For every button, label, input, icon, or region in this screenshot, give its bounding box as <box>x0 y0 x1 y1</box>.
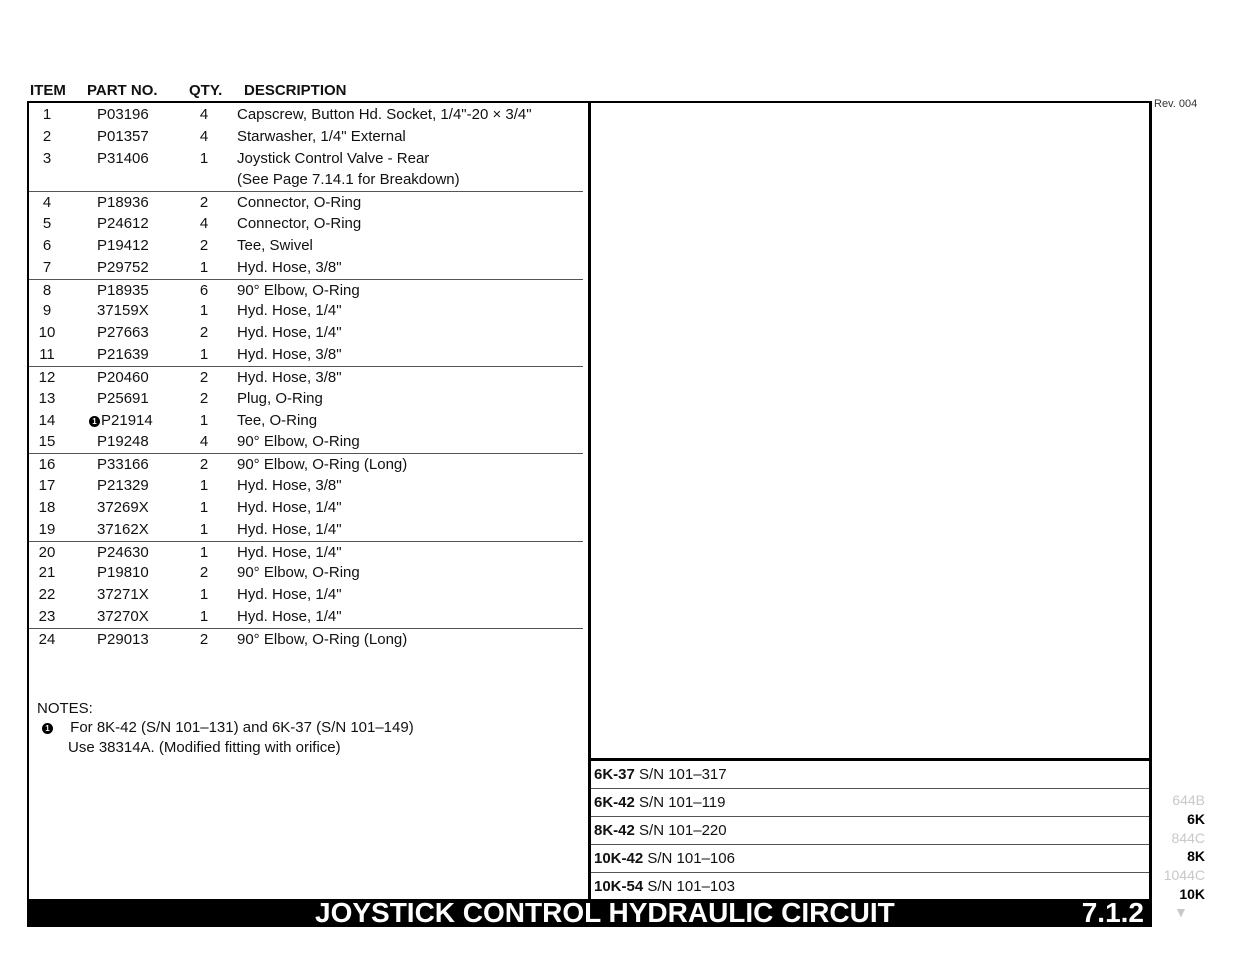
description: Joystick Control Valve - Rear <box>237 149 430 167</box>
parts-row <box>29 191 583 214</box>
part-number-cell <box>97 280 197 302</box>
part-number-cell <box>97 519 197 541</box>
quantity: 2 <box>199 389 209 407</box>
model-tab-10k[interactable]: 10K <box>1179 886 1205 902</box>
header-item: ITEM <box>30 82 66 99</box>
part-number-cell <box>97 367 197 389</box>
item-number: 5 <box>42 215 52 233</box>
item-number: 21 <box>38 564 56 582</box>
quantity: 4 <box>199 127 209 145</box>
part-number: P24630 <box>97 543 149 561</box>
parts-row <box>29 169 583 191</box>
part-number-cell <box>97 497 197 519</box>
revision-label: Rev. 004 <box>1154 98 1198 110</box>
model-tab-8k[interactable]: 8K <box>1187 848 1205 864</box>
part-number-cell <box>97 475 197 497</box>
quantity: 1 <box>199 477 209 495</box>
description: Hyd. Hose, 1/4" <box>237 324 342 342</box>
model-tab-1044c[interactable]: 1044C <box>1163 867 1205 883</box>
quantity: 4 <box>199 106 209 123</box>
part-number-cell <box>97 126 197 148</box>
part-number: P19248 <box>97 433 149 451</box>
quantity: 1 <box>199 258 209 276</box>
part-number-cell <box>97 562 197 584</box>
quantity: 2 <box>199 236 209 254</box>
part-number-cell <box>97 344 197 366</box>
quantity: 2 <box>199 564 209 582</box>
quantity: 1 <box>199 302 209 320</box>
part-number: P25691 <box>97 389 149 407</box>
parts-row <box>29 410 583 432</box>
part-number: P31406 <box>97 149 149 167</box>
model-tab-844c[interactable]: 844C <box>1171 830 1205 846</box>
part-number-cell <box>97 192 197 214</box>
quantity: 2 <box>199 324 209 342</box>
note-marker-icon: 1 <box>89 416 100 427</box>
description: 90° Elbow, O-Ring <box>237 281 360 299</box>
description: Tee, O-Ring <box>237 411 318 429</box>
item-number: 3 <box>42 149 52 167</box>
parts-row <box>29 541 583 564</box>
next-page-arrow-icon[interactable]: ▼ <box>1174 904 1188 920</box>
description: Hyd. Hose, 3/8" <box>237 368 342 386</box>
parts-row <box>29 366 583 389</box>
item-number: 8 <box>42 281 52 299</box>
part-number-cell <box>97 431 197 453</box>
note-1-continuation: Use 38314A. (Modified fitting with orifice) <box>68 739 341 756</box>
description: Hyd. Hose, 1/4" <box>237 302 342 320</box>
item-number: 22 <box>38 586 56 604</box>
part-number: P29752 <box>97 258 149 276</box>
quantity: 1 <box>199 346 209 364</box>
description: Hyd. Hose, 3/8" <box>237 477 342 495</box>
part-number: P19412 <box>97 236 149 254</box>
part-number-cell <box>97 584 197 606</box>
part-number: 37269X <box>97 498 149 516</box>
parts-row <box>29 562 583 584</box>
page-number: 7.1.2 <box>1081 897 1144 928</box>
part-number-cell <box>97 300 197 322</box>
description: Hyd. Hose, 3/8" <box>237 258 342 276</box>
quantity: 2 <box>199 368 209 386</box>
description: Hyd. Hose, 1/4" <box>237 608 342 626</box>
item-number: 23 <box>38 608 56 626</box>
item-number: 17 <box>38 477 56 495</box>
part-number-cell <box>97 235 197 257</box>
part-number: 37271X <box>97 586 149 604</box>
part-number-cell <box>89 410 189 432</box>
footer-bar <box>27 899 1152 927</box>
note-1 <box>42 719 414 736</box>
description: Hyd. Hose, 1/4" <box>237 543 342 561</box>
item-number: 6 <box>42 236 52 254</box>
quantity: 1 <box>199 608 209 626</box>
quantity: 4 <box>199 433 209 451</box>
part-number-cell <box>97 629 197 651</box>
part-number: P19810 <box>97 564 149 582</box>
parts-row <box>29 431 583 453</box>
description: Tee, Swivel <box>237 236 313 254</box>
parts-row <box>29 519 583 541</box>
parts-row <box>29 628 583 651</box>
part-number: 37162X <box>97 520 149 538</box>
parts-row <box>29 104 583 126</box>
parts-row <box>29 453 583 476</box>
item-number: 14 <box>38 411 56 429</box>
item-number: 16 <box>38 456 56 474</box>
quantity: 1 <box>199 411 209 429</box>
part-number-cell <box>97 454 197 476</box>
parts-row <box>29 213 583 235</box>
description: (See Page 7.14.1 for Breakdown) <box>237 171 460 189</box>
description: 90° Elbow, O-Ring <box>237 564 360 582</box>
description: 90° Elbow, O-Ring (Long) <box>237 456 408 474</box>
serial-row: 8K-42 S/N 101–220 <box>591 817 1149 845</box>
description: 90° Elbow, O-Ring <box>237 433 360 451</box>
parts-row <box>29 235 583 257</box>
item-number: 19 <box>38 520 56 538</box>
parts-row <box>29 497 583 519</box>
quantity: 2 <box>199 194 209 212</box>
note-1-text: For 8K-42 (S/N 101–131) and 6K-37 (S/N 101–149) <box>70 719 414 736</box>
item-number: 7 <box>42 258 52 276</box>
part-number: 37270X <box>97 608 149 626</box>
item-number: 13 <box>38 389 56 407</box>
part-number: P18935 <box>97 281 149 299</box>
part-number-cell <box>97 606 197 628</box>
parts-row <box>29 148 583 170</box>
parts-row <box>29 475 583 497</box>
item-number: 4 <box>42 194 52 212</box>
frame-right-border <box>1149 101 1152 900</box>
part-number: P21639 <box>97 346 149 364</box>
description: Capscrew, Button Hd. Socket, 1/4"-20 × 3/4" <box>237 106 532 123</box>
item-number: 10 <box>38 324 56 342</box>
part-number-cell <box>97 213 197 235</box>
parts-row <box>29 388 583 410</box>
quantity: 1 <box>199 543 209 561</box>
part-number-cell <box>97 104 197 126</box>
part-number: P21329 <box>97 477 149 495</box>
parts-row <box>29 279 583 302</box>
model-tab-644b[interactable]: 644B <box>1172 792 1205 808</box>
part-number-cell <box>97 257 197 279</box>
part-number: P27663 <box>97 324 149 342</box>
quantity: 1 <box>199 586 209 604</box>
header-description: DESCRIPTION <box>244 82 347 99</box>
item-number: 12 <box>38 368 56 386</box>
part-number-cell <box>97 322 197 344</box>
part-number: P33166 <box>97 456 149 474</box>
item-number: 9 <box>42 302 52 320</box>
item-number: 11 <box>39 346 55 364</box>
part-number: P18936 <box>97 194 149 212</box>
description: Connector, O-Ring <box>237 194 362 212</box>
description: 90° Elbow, O-Ring (Long) <box>237 630 408 648</box>
parts-row <box>29 606 583 628</box>
part-number: P29013 <box>97 630 149 648</box>
description: Connector, O-Ring <box>237 215 362 233</box>
part-number: 37159X <box>97 302 149 320</box>
description: Starwasher, 1/4" External <box>237 127 406 145</box>
serial-row: 6K-37 S/N 101–317 <box>591 761 1149 789</box>
description: Plug, O-Ring <box>237 389 323 407</box>
description: Hyd. Hose, 3/8" <box>237 346 342 364</box>
header-qty: QTY. <box>189 82 223 99</box>
part-number: P03196 <box>97 106 149 123</box>
page-title: JOYSTICK CONTROL HYDRAULIC CIRCUIT <box>315 897 895 928</box>
parts-row <box>29 257 583 279</box>
parts-row <box>29 300 583 322</box>
parts-row <box>29 344 583 366</box>
notes-title: NOTES: <box>37 700 93 717</box>
description: Hyd. Hose, 1/4" <box>237 498 342 516</box>
serial-row: 6K-42 S/N 101–119 <box>591 789 1149 817</box>
item-number: 1 <box>42 106 52 123</box>
quantity: 1 <box>199 149 209 167</box>
part-number-cell <box>97 148 197 170</box>
description: Hyd. Hose, 1/4" <box>237 586 342 604</box>
item-number: 24 <box>38 630 56 648</box>
header-part-no: PART NO. <box>87 82 158 99</box>
item-number: 15 <box>38 433 56 451</box>
serial-row: 10K-42 S/N 101–106 <box>591 845 1149 873</box>
serial-number-box <box>591 758 1149 902</box>
parts-row <box>29 322 583 344</box>
part-number: P21914 <box>101 411 153 429</box>
quantity: 6 <box>199 281 209 299</box>
parts-row <box>29 584 583 606</box>
model-tab-6k[interactable]: 6K <box>1187 811 1205 827</box>
quantity: 1 <box>199 498 209 516</box>
quantity: 4 <box>199 215 209 233</box>
part-number: P24612 <box>97 215 149 233</box>
item-number: 18 <box>38 498 56 516</box>
part-number-cell <box>97 388 197 410</box>
parts-row <box>29 126 583 148</box>
item-number: 20 <box>38 543 56 561</box>
part-number: P20460 <box>97 368 149 386</box>
description: Hyd. Hose, 1/4" <box>237 520 342 538</box>
part-number: P01357 <box>97 127 149 145</box>
note-marker-icon: 1 <box>42 723 53 734</box>
item-number: 2 <box>42 127 52 145</box>
part-number-cell <box>97 542 197 564</box>
serial-row: 10K-54 S/N 101–103 <box>594 878 735 895</box>
quantity: 2 <box>199 630 209 648</box>
quantity: 2 <box>199 456 209 474</box>
quantity: 1 <box>199 520 209 538</box>
